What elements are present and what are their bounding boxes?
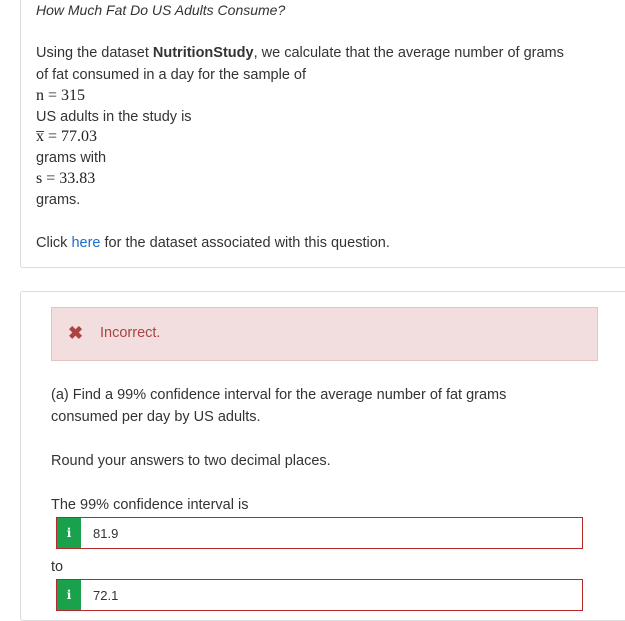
info-icon[interactable]: i: [57, 580, 81, 610]
part-a-line-1: (a) Find a 99% confidence interval for the average number of fat grams: [51, 387, 507, 403]
question-title: How Much Fat Do US Adults Consume?: [36, 2, 286, 18]
ci-label: The 99% confidence interval is: [51, 497, 249, 513]
intro-line-1: Using the dataset NutritionStudy, we calculate that the average number of grams: [36, 45, 564, 61]
intro-line-5: grams.: [36, 192, 81, 208]
std-dev-expression: s = 33.83: [36, 170, 96, 187]
question-card: [20, 0, 625, 268]
info-icon[interactable]: i: [57, 518, 81, 548]
upper-bound-input[interactable]: [85, 580, 583, 610]
incorrect-alert: [51, 307, 598, 361]
intro-line-3: US adults in the study is: [36, 109, 192, 125]
to-label: to: [51, 559, 64, 575]
close-icon: ✖: [68, 323, 84, 343]
upper-bound-field[interactable]: [56, 579, 583, 611]
dataset-link[interactable]: here: [71, 235, 101, 251]
sample-mean-expression: x̅ = 77.03: [36, 128, 98, 145]
round-note: Round your answers to two decimal places.: [51, 453, 331, 469]
intro-line-4: grams with: [36, 150, 107, 166]
dataset-link-line: Click here for the dataset associated with this question.: [36, 235, 390, 251]
dataset-name: NutritionStudy: [152, 45, 254, 61]
alert-message: Incorrect.: [100, 325, 161, 341]
lower-bound-field[interactable]: [56, 517, 583, 549]
intro-line-2: of fat consumed in a day for the sample of: [36, 67, 307, 83]
lower-bound-input[interactable]: [85, 518, 583, 548]
part-a-line-2: consumed per day by US adults.: [51, 409, 261, 425]
sample-size-expression: n = 315: [36, 87, 86, 104]
